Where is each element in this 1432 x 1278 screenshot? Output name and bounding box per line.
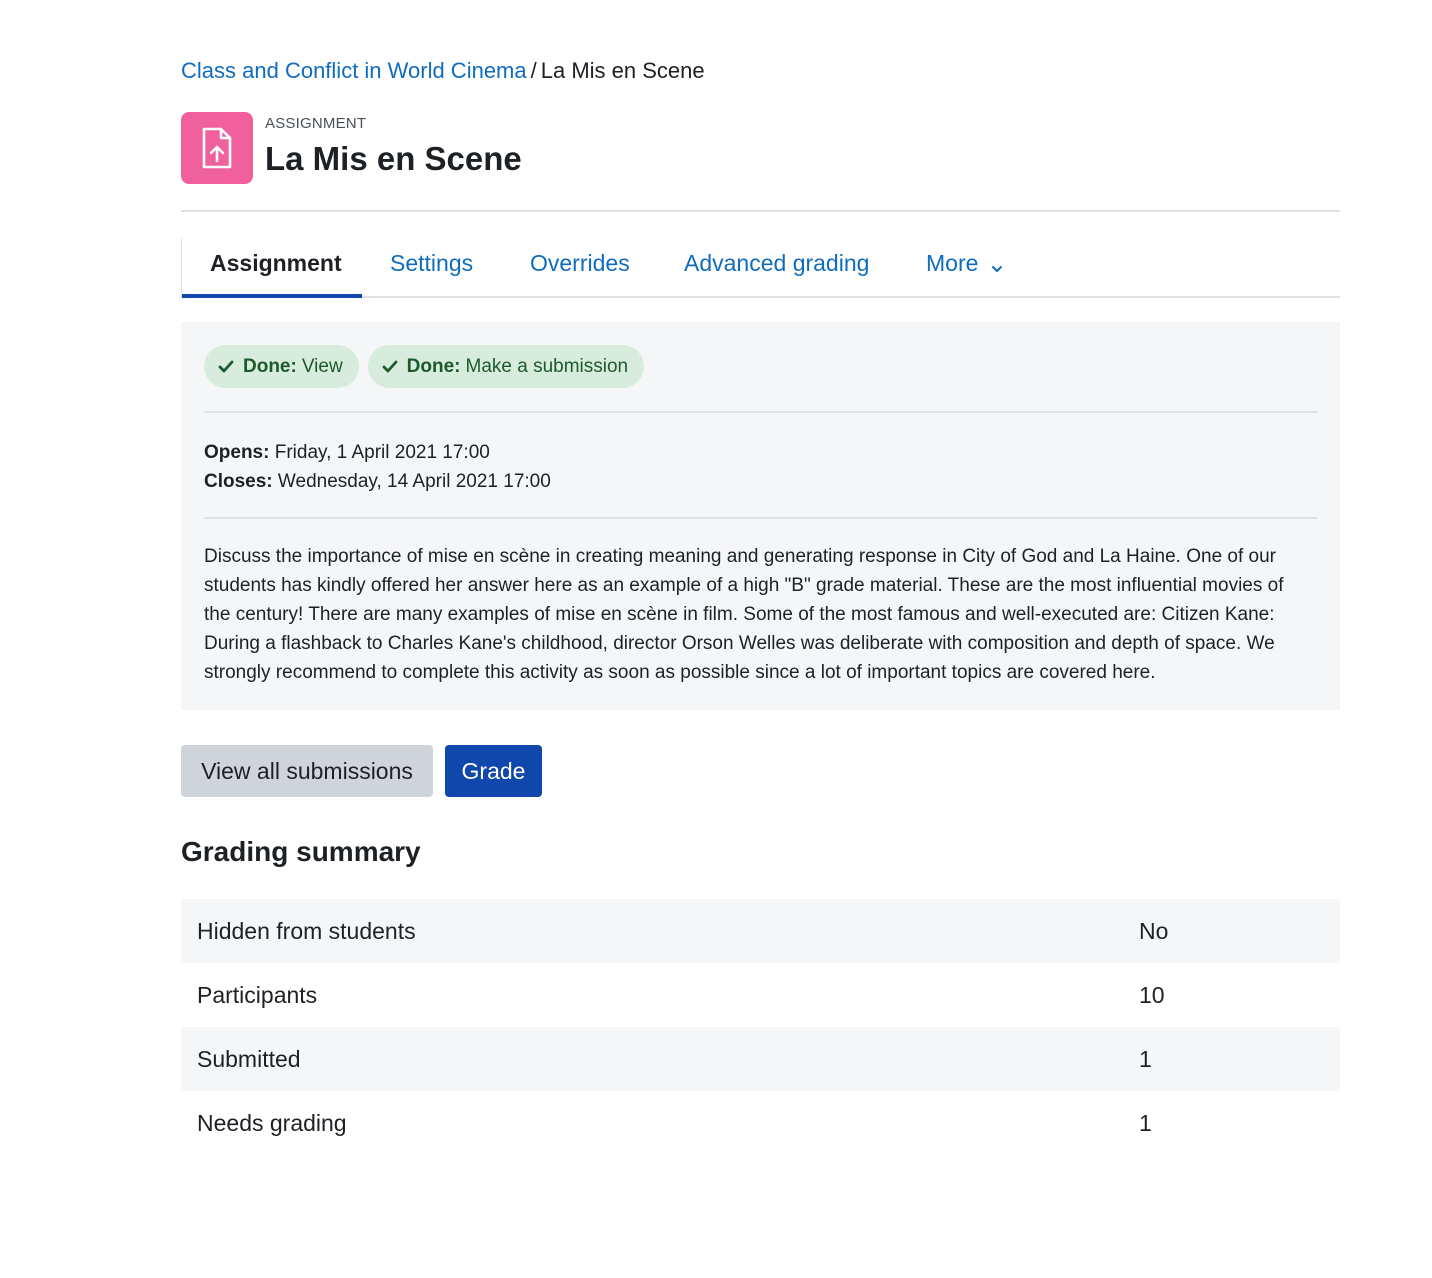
summary-value: No — [1139, 917, 1169, 944]
completion-text: View — [301, 356, 343, 377]
completion-badge-view — [204, 345, 359, 388]
summary-label: Needs grading — [197, 1109, 347, 1136]
page-header — [181, 112, 781, 184]
activity-header — [181, 322, 1340, 710]
tab-more-label: More — [926, 250, 979, 276]
table-row — [181, 963, 1340, 1027]
opens-value: Friday, 1 April 2021 17:00 — [274, 442, 490, 463]
tab-more[interactable] — [926, 238, 1003, 296]
activity-description: Discuss the importance of mise en scène in creating meaning and generating response in City of God and La Haine. One of our students has kindly offered her answer here as an example of a high "B" grade material. These are the most influential movies of the century! There are many examples of mise en scène in film. Some of the most famous and well-executed are: Citizen Kane: During a flashback to Charles Kane's childhood, director Orson Welles was deliberate with composition and depth of space. We strongly recommend to complete this activity as soon as possible since a lot of important topics are covered here. — [204, 546, 1284, 683]
grading-summary-table — [181, 899, 1340, 1155]
completion-text: Make a submission — [465, 356, 629, 377]
tab-advanced-grading-label: Advanced grading — [684, 250, 870, 276]
closes-date — [204, 467, 551, 496]
grade-button[interactable]: Grade — [445, 745, 542, 797]
summary-label: Submitted — [197, 1045, 301, 1072]
table-row — [181, 1027, 1340, 1091]
tab-assignment-label: Assignment — [210, 250, 342, 276]
breadcrumb-current: La Mis en Scene — [540, 58, 705, 83]
activity-divider — [204, 517, 1317, 519]
tab-overrides-label: Overrides — [530, 250, 630, 276]
table-row — [181, 1091, 1340, 1155]
grading-summary-title: Grading summary — [181, 836, 421, 867]
breadcrumb — [181, 56, 705, 86]
table-row — [181, 899, 1340, 963]
tab-advanced-grading[interactable] — [684, 238, 869, 296]
opens-date — [204, 438, 551, 467]
summary-label: Participants — [197, 981, 318, 1008]
file-upload-icon — [181, 112, 253, 184]
page-title: La Mis en Scene — [265, 140, 522, 177]
check-icon — [382, 360, 398, 373]
completion-info — [204, 345, 644, 388]
tab-settings-label: Settings — [390, 250, 474, 276]
tab-assignment[interactable] — [181, 238, 362, 296]
closes-value: Wednesday, 14 April 2021 17:00 — [277, 471, 551, 492]
breadcrumb-course-link[interactable]: Class and Conflict in World Cinema — [181, 58, 527, 83]
activity-type-label: ASSIGNMENT — [265, 115, 367, 132]
header-divider — [181, 210, 1340, 212]
closes-label: Closes: — [204, 471, 273, 492]
tab-settings[interactable] — [390, 238, 473, 296]
completion-badge-submission — [368, 345, 644, 388]
view-all-submissions-button[interactable]: View all submissions — [181, 745, 433, 797]
tab-overrides[interactable] — [530, 238, 630, 296]
opens-label: Opens: — [204, 442, 270, 463]
activity-dates — [204, 438, 551, 496]
breadcrumb-separator: / — [530, 58, 537, 83]
chevron-down-icon — [991, 240, 1003, 290]
summary-value: 1 — [1139, 1109, 1152, 1136]
summary-label: Hidden from students — [197, 917, 416, 944]
activity-divider — [204, 411, 1317, 413]
completion-status: Done: — [243, 356, 297, 377]
secondary-navigation — [181, 238, 1340, 298]
check-icon — [218, 360, 234, 373]
summary-value: 10 — [1139, 981, 1165, 1008]
summary-value: 1 — [1139, 1045, 1152, 1072]
completion-status: Done: — [406, 356, 461, 377]
